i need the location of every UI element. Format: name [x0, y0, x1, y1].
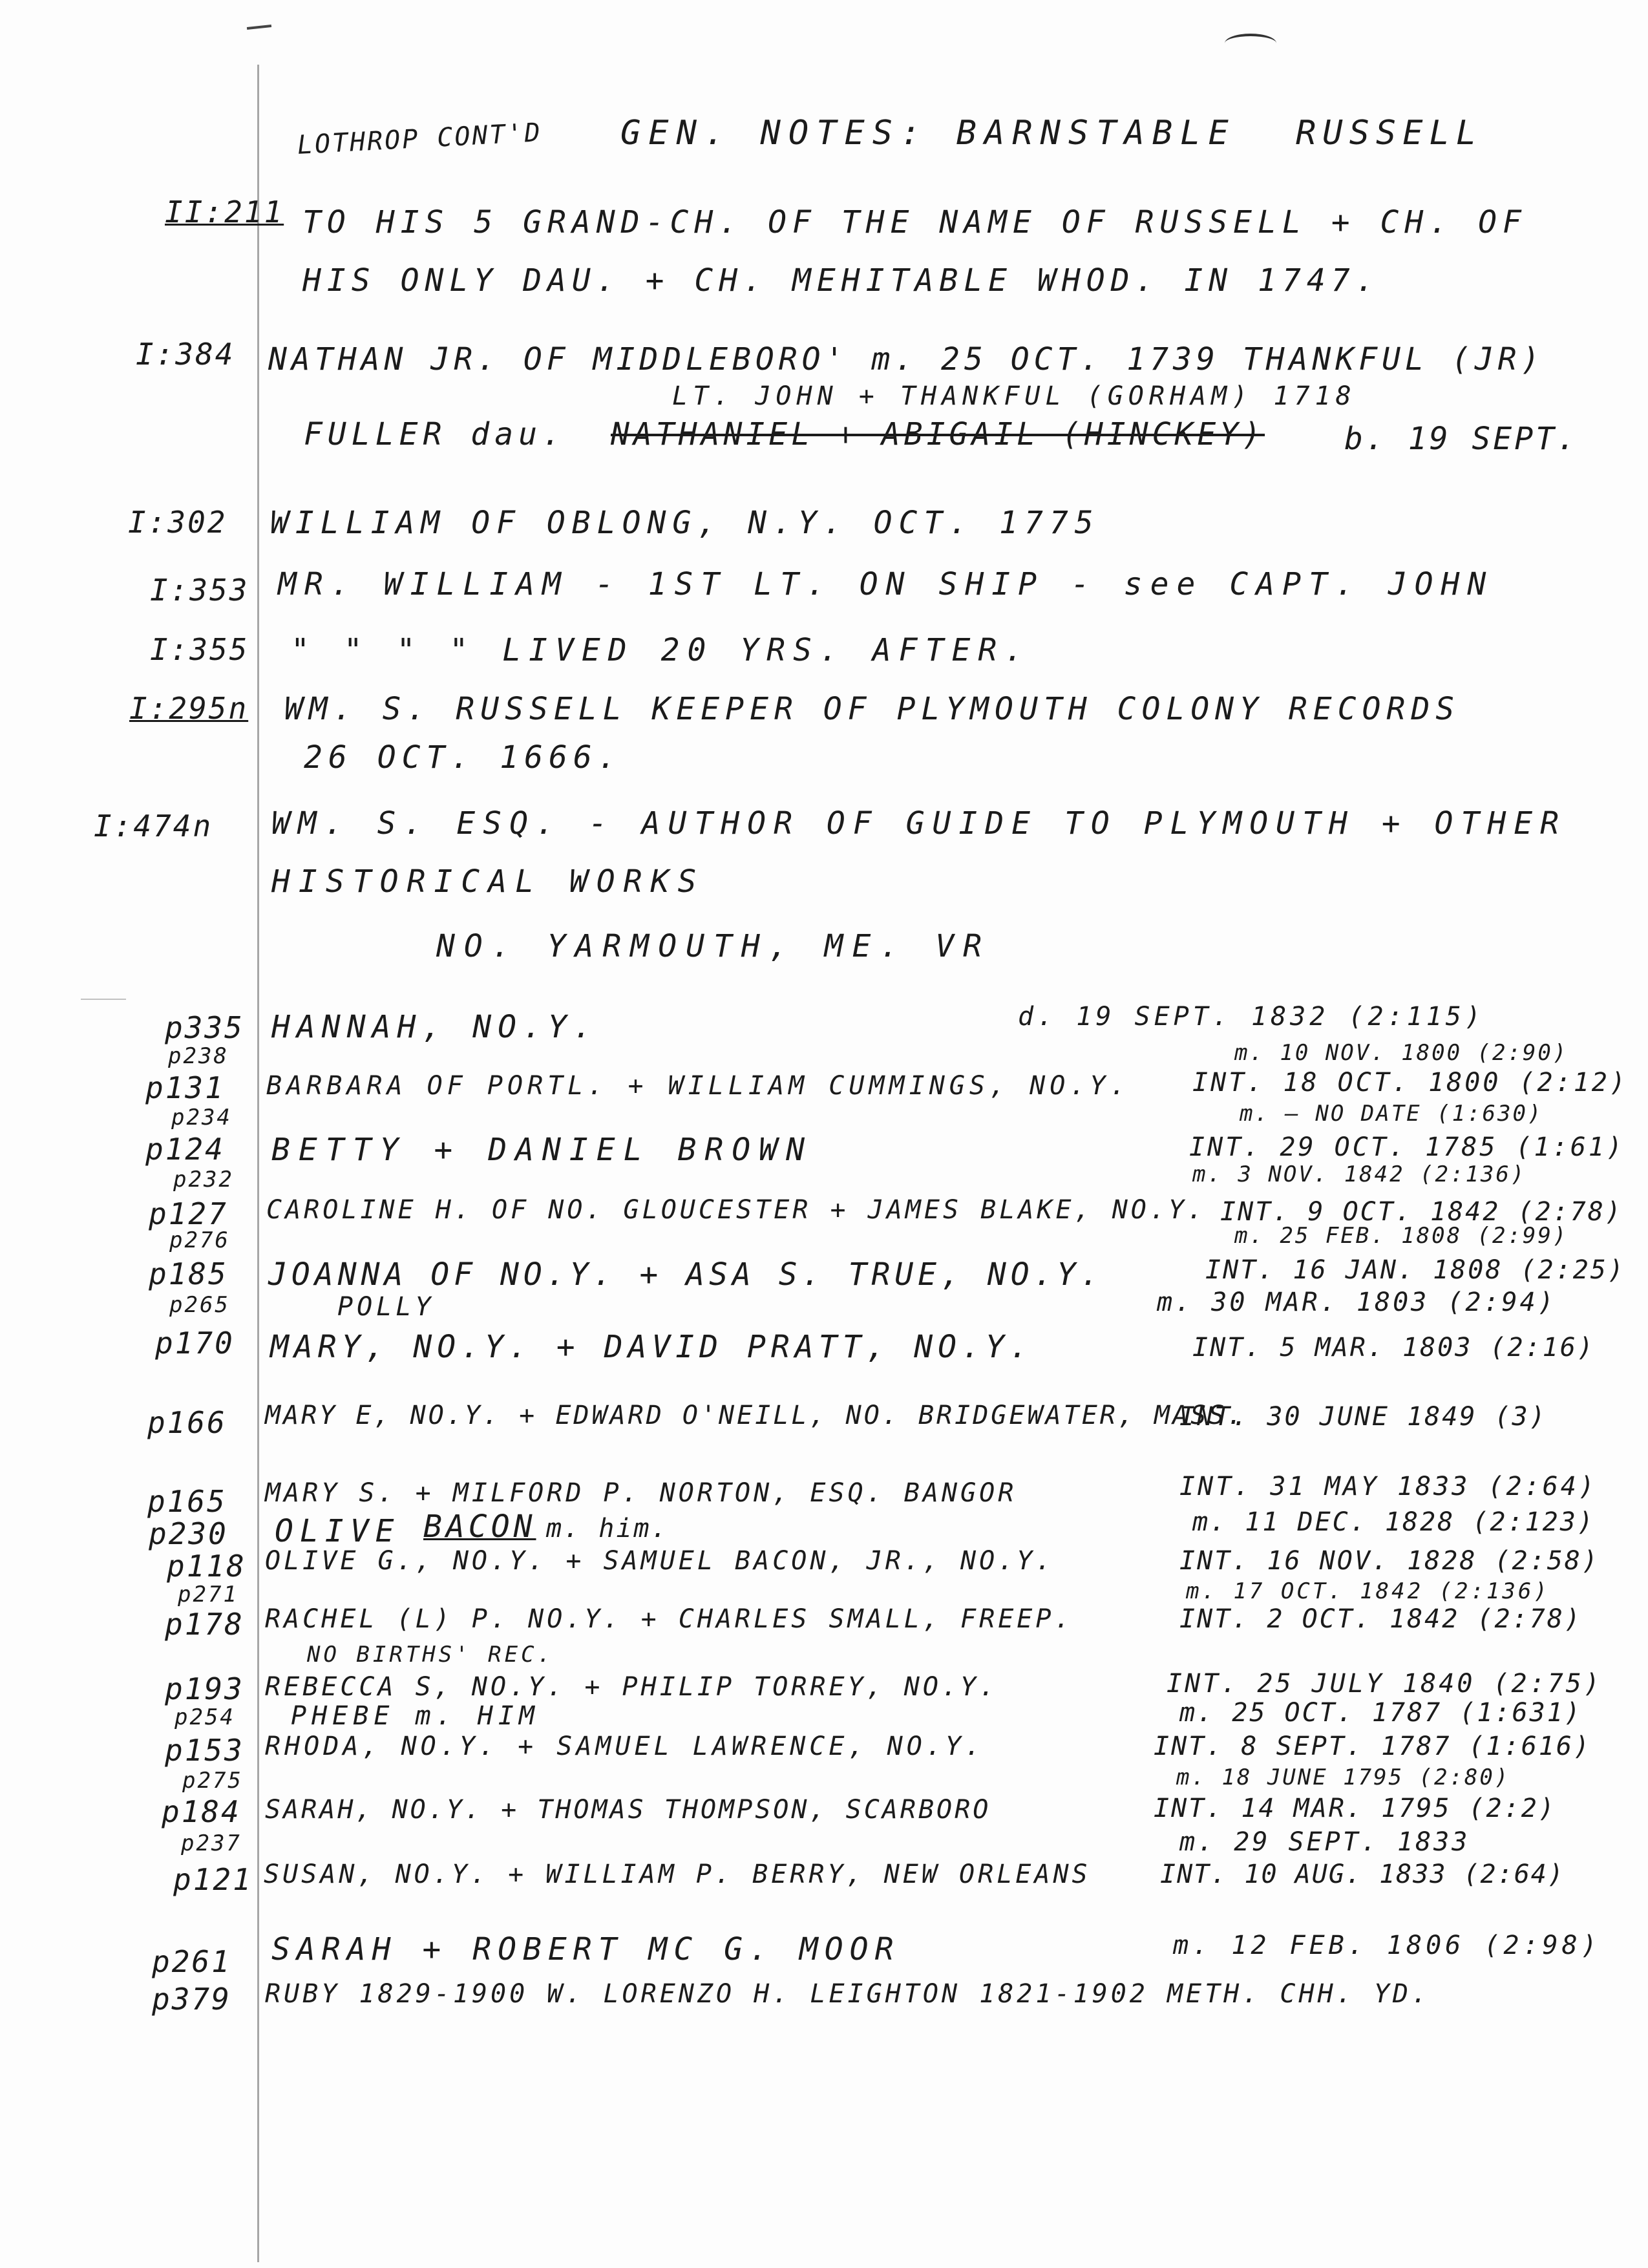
vr-entry-date: m. 18 JUNE 1795 (2:80) — [1176, 1765, 1510, 1790]
vr-entry-text: HANNAH, NO.Y. — [271, 1009, 598, 1045]
vr-entry-date: INT. 18 OCT. 1800 (2:12) — [1192, 1068, 1628, 1097]
entry-line: FULLER dau. — [304, 416, 566, 452]
vr-entry-text: m. him. — [546, 1514, 669, 1543]
top-tick-mark — [247, 25, 271, 30]
ref-label: p237 — [181, 1830, 242, 1856]
vr-entry-text: JOANNA OF NO.Y. + ASA S. TRUE, NO.Y. — [268, 1256, 1104, 1293]
entry-line: " " " " LIVED 20 YRS. AFTER. — [291, 632, 1031, 668]
ref-label: p118 — [167, 1549, 246, 1584]
ref-label: I:355 — [150, 632, 249, 667]
vr-entry-text: BARBARA OF PORTL. + WILLIAM CUMMINGS, NO.Y. — [266, 1071, 1130, 1101]
ref-label: p185 — [149, 1256, 228, 1291]
vr-entry-date: m. — NO DATE (1:630) — [1240, 1101, 1543, 1127]
vr-entry-text: CAROLINE H. OF NO. GLOUCESTER + JAMES BLAKE, NO.Y. — [266, 1195, 1207, 1225]
ref-label: p265 — [169, 1292, 230, 1318]
vr-entry-text: MARY E, NO.Y. + EDWARD O'NEILL, NO. BRIDGEWATER, MASS. — [265, 1401, 1245, 1430]
ref-label: I:353 — [150, 573, 249, 608]
vr-entry-date: INT. 30 JUNE 1849 (3) — [1179, 1402, 1547, 1432]
ref-label: p131 — [145, 1070, 225, 1105]
ref-label: p170 — [155, 1326, 235, 1361]
entry-line: MR. WILLIAM - 1ST LT. ON SHIP - see CAPT. JOHN — [278, 566, 1494, 602]
ref-label: p271 — [178, 1582, 238, 1607]
entry-line: TO HIS 5 GRAND-CH. OF THE NAME OF RUSSELL + CH. OF — [302, 204, 1527, 240]
vr-entry-date: INT. 5 MAR. 1803 (2:16) — [1192, 1333, 1595, 1362]
ref-label: p166 — [147, 1405, 227, 1440]
ref-label: I:384 — [136, 337, 235, 372]
vr-entry-date: m. 11 DEC. 1828 (2:123) — [1192, 1507, 1595, 1537]
vr-entry-text: SARAH + ROBERT MC G. MOOR — [271, 1931, 900, 1967]
vr-entry-text: BETTY + DANIEL BROWN — [271, 1132, 813, 1168]
vr-entry-date: INT. 31 MAY 1833 (2:64) — [1179, 1472, 1597, 1501]
header-left: LOTHROP CONT'D — [296, 118, 543, 160]
vr-entry-text: MARY S. + MILFORD P. NORTON, ESQ. BANGOR — [265, 1478, 1017, 1508]
ref-label: p275 — [182, 1768, 243, 1794]
vr-entry-date: INT. 9 OCT. 1842 (2:78) — [1220, 1197, 1623, 1227]
vr-entry-date: m. 25 FEB. 1808 (2:99) — [1234, 1223, 1569, 1249]
entry-line: WM. S. ESQ. - AUTHOR OF GUIDE TO PLYMOUTH + OTHER — [271, 805, 1567, 842]
vr-entry-date: m. 17 OCT. 1842 (2:136) — [1186, 1578, 1550, 1604]
struck-text: NATHANIEL + ABIGAIL (HINCKEY) — [611, 416, 1265, 452]
ref-label: II:211 — [165, 195, 284, 229]
ref-label: p121 — [173, 1862, 253, 1897]
vr-entry-text: RACHEL (L) P. NO.Y. + CHARLES SMALL, FREEP. — [265, 1604, 1073, 1634]
vr-entry-date: m. 10 NOV. 1800 (2:90) — [1234, 1040, 1569, 1066]
vr-entry-date: m. 12 FEB. 1806 (2:98) — [1173, 1931, 1601, 1960]
entry-line: b. 19 SEPT. — [1344, 421, 1578, 457]
ref-label: p230 — [149, 1516, 228, 1551]
ref-label: p127 — [149, 1196, 228, 1231]
vr-entry-date: INT. 16 JAN. 1808 (2:25) — [1205, 1255, 1625, 1285]
vr-note: NO BIRTHS' REC. — [307, 1642, 555, 1668]
entry-line: WILLIAM OF OBLONG, N.Y. OCT. 1775 — [270, 505, 1100, 541]
vr-entry-text: RUBY 1829-1900 W. LORENZO H. LEIGHTON 1821-1902 METH. CHH. YD. — [265, 1979, 1431, 2009]
ref-label: I:302 — [128, 505, 227, 540]
vr-entry-date: d. 19 SEPT. 1832 (2:115) — [1018, 1002, 1484, 1032]
vr-entry-text: RHODA, NO.Y. + SAMUEL LAWRENCE, NO.Y. — [265, 1732, 985, 1761]
ref-label: p234 — [171, 1105, 232, 1130]
ref-label: p254 — [174, 1704, 235, 1730]
entry-line: NATHAN JR. OF MIDDLEBORO' m. 25 OCT. 1739 THANKFUL (JR) — [268, 341, 1545, 377]
vr-entry-date: m. 25 OCT. 1787 (1:631) — [1179, 1698, 1582, 1728]
top-arc-mark — [1225, 34, 1276, 53]
ref-label: p184 — [162, 1794, 241, 1829]
entry-line: HIS ONLY DAU. + CH. MEHITABLE WHOD. IN 1747. — [302, 262, 1380, 299]
ref-label: p379 — [152, 1982, 231, 2017]
vr-entry-date: INT. 10 AUG. 1833 (2:64) — [1160, 1860, 1565, 1889]
ref-label: p238 — [168, 1043, 229, 1069]
ref-label: I:295n — [129, 691, 249, 726]
punch-hole-mark — [81, 999, 126, 1000]
vr-entry-date: INT. 25 JULY 1840 (2:75) — [1167, 1669, 1602, 1699]
vr-entry-date: INT. 2 OCT. 1842 (2:78) — [1179, 1604, 1582, 1634]
ref-label: p178 — [165, 1607, 244, 1642]
entry-line: WM. S. RUSSELL KEEPER OF PLYMOUTH COLONY RECORDS — [284, 691, 1461, 727]
vr-entry-date: m. 30 MAR. 1803 (2:94) — [1157, 1288, 1556, 1317]
entry-line: 26 OCT. 1666. — [304, 739, 622, 776]
vr-entry-date: INT. 14 MAR. 1795 (2:2) — [1154, 1794, 1556, 1823]
vr-entry-underlined: BACON — [423, 1509, 536, 1545]
vr-entry-date: m. 29 SEPT. 1833 — [1179, 1827, 1470, 1857]
vr-entry-text: OLIVE G., NO.Y. + SAMUEL BACON, JR., NO.Y. — [265, 1546, 1055, 1576]
ref-label: p276 — [169, 1227, 230, 1253]
vr-entry-text: REBECCA S, NO.Y. + PHILIP TORREY, NO.Y. — [265, 1672, 998, 1702]
entry-line: HISTORICAL WORKS — [271, 864, 705, 900]
vr-entry-text: MARY, NO.Y. + DAVID PRATT, NO.Y. — [270, 1329, 1033, 1365]
header-title: GEN. NOTES: BARNSTABLE — [620, 114, 1236, 153]
vr-entry-text: PHEBE m. HIM — [291, 1701, 540, 1731]
ref-label: p153 — [165, 1733, 244, 1768]
vr-entry-text: POLLY — [337, 1292, 435, 1322]
ref-label: p261 — [152, 1944, 231, 1979]
vr-entry-date: m. 3 NOV. 1842 (2:136) — [1192, 1161, 1527, 1187]
ref-label: p165 — [147, 1484, 227, 1519]
entry-insert: LT. JOHN + THANKFUL (GORHAM) 1718 — [672, 381, 1357, 411]
ref-label: p232 — [173, 1167, 234, 1192]
ref-label: p193 — [165, 1671, 244, 1706]
margin-rule — [257, 65, 259, 2262]
ref-label: p335 — [165, 1010, 244, 1045]
vr-entry-text: SARAH, NO.Y. + THOMAS THOMPSON, SCARBORO — [265, 1795, 991, 1825]
section-heading: NO. YARMOUTH, ME. VR — [436, 928, 991, 964]
ref-label: p124 — [145, 1132, 225, 1167]
vr-entry-date: INT. 29 OCT. 1785 (1:61) — [1189, 1132, 1625, 1162]
vr-entry-text: OLIVE — [275, 1513, 401, 1549]
vr-entry-date: INT. 16 NOV. 1828 (2:58) — [1179, 1546, 1600, 1576]
vr-entry-text: SUSAN, NO.Y. + WILLIAM P. BERRY, NEW ORLEANS — [264, 1860, 1091, 1889]
ref-label: I:474n — [94, 809, 213, 843]
header-surname: RUSSELL — [1296, 114, 1483, 153]
vr-entry-date: INT. 8 SEPT. 1787 (1:616) — [1154, 1732, 1592, 1761]
